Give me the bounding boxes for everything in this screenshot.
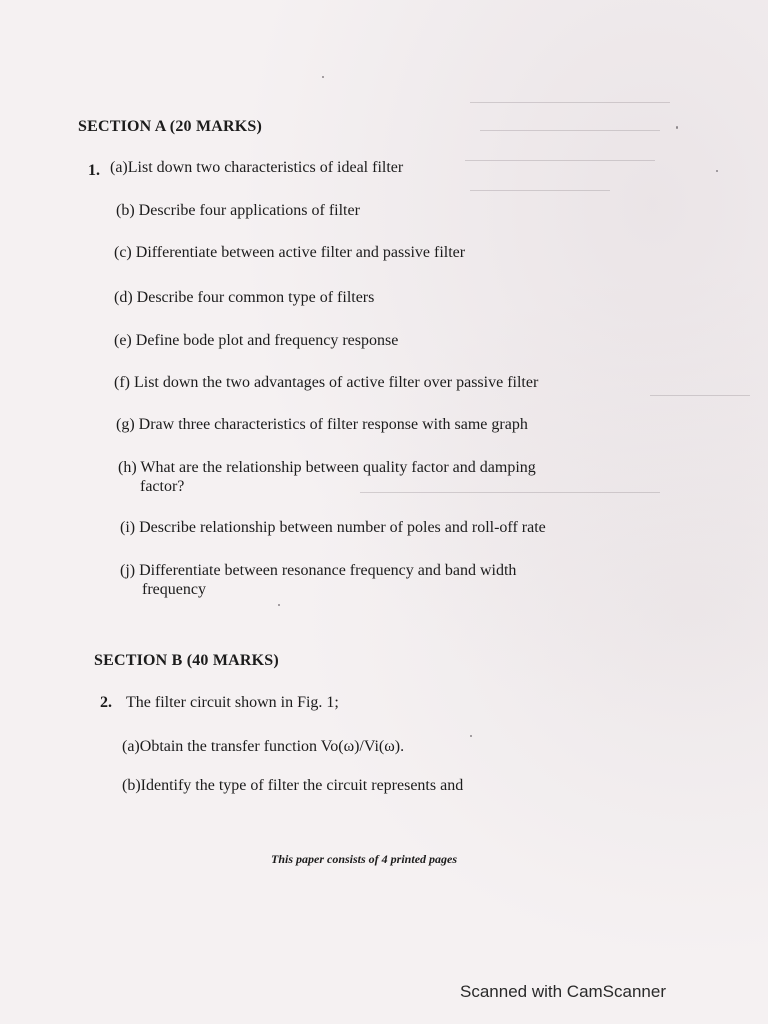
question-1j-text: (j) Differentiate between resonance frequency and band width — [120, 562, 517, 579]
question-1f — [114, 373, 538, 392]
question-2b — [122, 776, 463, 795]
question-1h-continuation: factor? — [140, 478, 185, 495]
question-1d-text: (d) Describe four common type of filters — [114, 289, 375, 306]
question-1b — [116, 201, 360, 220]
question-1g — [116, 415, 528, 434]
question-2-intro-text: The filter circuit shown in Fig. 1; — [126, 694, 339, 711]
question-1-number: 1. — [88, 162, 100, 179]
question-1h-text: (h) What are the relationship between quality factor and damping — [118, 459, 536, 476]
question-1e — [114, 331, 398, 350]
speck — [716, 170, 718, 172]
question-1j — [120, 561, 516, 599]
question-1h — [118, 458, 536, 496]
question-1a — [110, 158, 403, 177]
question-1d — [114, 288, 374, 307]
question-1g-text: (g) Draw three characteristics of filter response with same graph — [116, 416, 528, 433]
question-1e-text: (e) Define bode plot and frequency response — [114, 332, 399, 349]
section-b-heading: SECTION B (40 MARKS) — [94, 652, 279, 669]
bleed-through-mark — [480, 130, 660, 131]
question-1j-continuation: frequency — [142, 581, 206, 598]
section-a-heading: SECTION A (20 MARKS) — [78, 118, 263, 135]
question-1b-text: (b) Describe four applications of filter — [116, 202, 360, 219]
bleed-through-mark — [650, 395, 750, 396]
scanner-watermark: Scanned with CamScanner — [460, 982, 667, 1001]
question-1i — [120, 518, 546, 537]
speck — [470, 735, 472, 737]
question-2-intro — [126, 693, 339, 712]
question-1f-text: (f) List down the two advantages of active filter over passive filter — [114, 374, 539, 391]
speck — [278, 604, 280, 606]
question-1c — [114, 243, 465, 262]
speck — [676, 126, 678, 129]
bleed-through-mark — [470, 102, 670, 103]
speck — [322, 76, 324, 78]
question-1i-text: (i) Describe relationship between number of poles and roll-off rate — [120, 519, 546, 536]
bleed-through-mark — [470, 190, 610, 191]
question-2a — [122, 737, 404, 756]
question-2-number: 2. — [100, 694, 112, 711]
question-2b-text: (b)Identify the type of filter the circuit represents and — [122, 777, 464, 794]
bleed-through-mark — [465, 160, 655, 161]
page-count-note: This paper consists of 4 printed pages — [271, 852, 458, 866]
question-1a-text: (a)List down two characteristics of ideal filter — [110, 159, 404, 176]
question-2a-text: (a)Obtain the transfer function Vo(ω)/Vi(ω). — [122, 738, 405, 755]
question-1c-text: (c) Differentiate between active filter and passive filter — [114, 244, 466, 261]
